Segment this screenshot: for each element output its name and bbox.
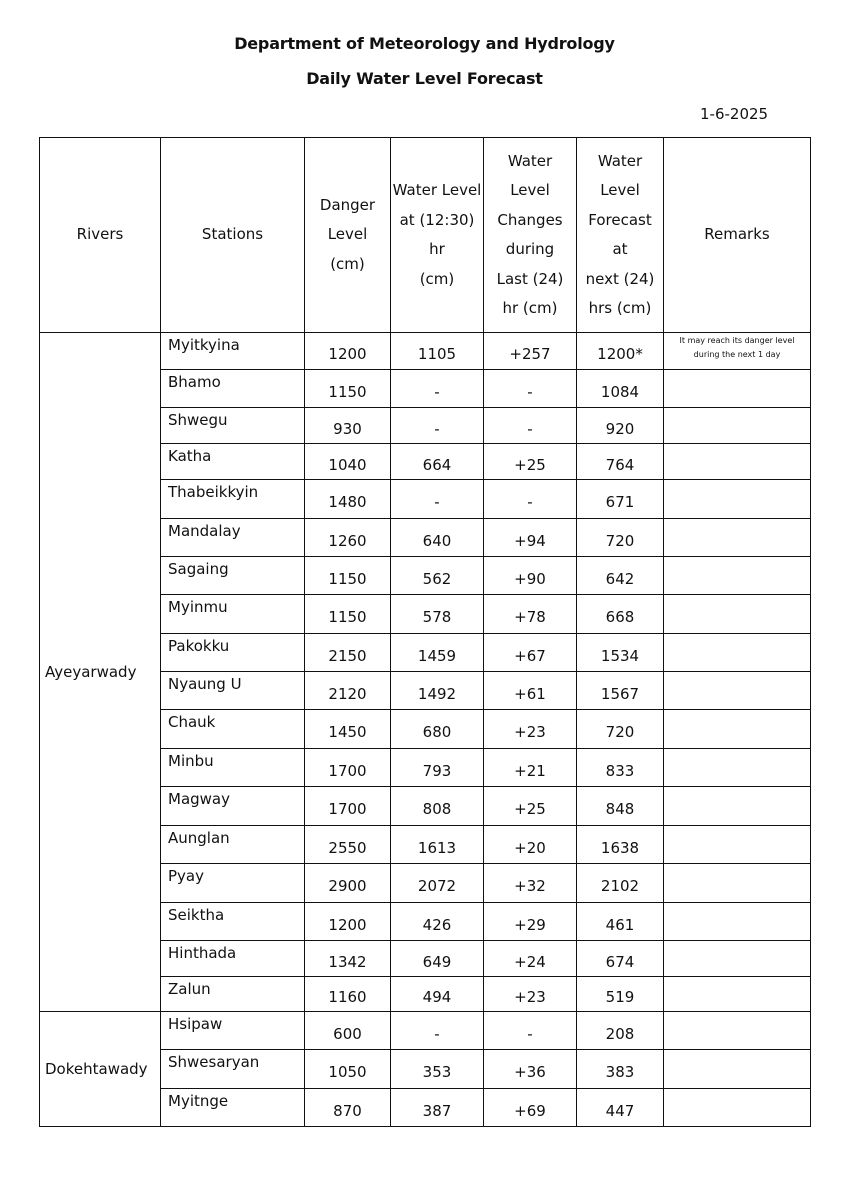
danger-level-cell: 2900 [305, 864, 391, 903]
water-level-cell: - [391, 370, 484, 408]
remark-line: during the next 1 day [693, 350, 781, 359]
header-line: Forecast [588, 210, 652, 229]
forecast-cell: 208 [577, 1012, 664, 1050]
forecast-cell: 383 [577, 1050, 664, 1089]
header-line: next (24) [585, 269, 655, 288]
danger-level-cell: 1200 [305, 333, 391, 370]
station-cell: Mandalay [161, 519, 305, 557]
level-change-cell: +90 [484, 557, 577, 595]
remark-line: It may reach its danger level [679, 336, 795, 345]
station-cell: Myinmu [161, 595, 305, 634]
level-change-cell: - [484, 370, 577, 408]
level-change-cell: +257 [484, 333, 577, 370]
forecast-cell: 671 [577, 480, 664, 519]
header-line: Water [597, 151, 643, 170]
remarks-cell [664, 977, 811, 1012]
water-level-cell: 494 [391, 977, 484, 1012]
water-level-cell: 353 [391, 1050, 484, 1089]
table-row [40, 1012, 811, 1050]
station-cell: Hinthada [161, 941, 305, 977]
remarks-cell [664, 480, 811, 519]
station-cell: Hsipaw [161, 1012, 305, 1050]
water-level-cell: 649 [391, 941, 484, 977]
col-header-forecast [577, 138, 664, 333]
table-header-row [40, 138, 811, 333]
forecast-cell: 833 [577, 749, 664, 787]
remarks-cell [664, 519, 811, 557]
level-change-cell: +32 [484, 864, 577, 903]
remarks-cell [664, 557, 811, 595]
remarks-cell [664, 903, 811, 941]
station-cell: Bhamo [161, 370, 305, 408]
station-cell: Chauk [161, 710, 305, 749]
level-change-cell: +94 [484, 519, 577, 557]
level-change-cell: +20 [484, 826, 577, 864]
station-cell: Magway [161, 787, 305, 826]
station-cell: Aunglan [161, 826, 305, 864]
level-change-cell: +78 [484, 595, 577, 634]
page-subtitle: Daily Water Level Forecast [306, 69, 543, 88]
water-level-cell: 1459 [391, 634, 484, 672]
level-change-cell: +21 [484, 749, 577, 787]
col-header-danger-level [305, 138, 391, 333]
water-level-cell: 640 [391, 519, 484, 557]
water-level-cell: 680 [391, 710, 484, 749]
remarks-cell [664, 787, 811, 826]
danger-level-cell: 1050 [305, 1050, 391, 1089]
danger-level-cell: 1700 [305, 749, 391, 787]
forecast-cell: 920 [577, 408, 664, 444]
station-cell: Pakokku [161, 634, 305, 672]
water-level-cell: 578 [391, 595, 484, 634]
danger-level-cell: 600 [305, 1012, 391, 1050]
header-line: at (12:30) hr [399, 210, 475, 258]
level-change-cell: +36 [484, 1050, 577, 1089]
water-level-cell: 808 [391, 787, 484, 826]
col-header-stations: Stations [161, 138, 305, 333]
level-change-cell: +29 [484, 903, 577, 941]
water-level-cell: 793 [391, 749, 484, 787]
header-line: (cm) [330, 254, 365, 273]
table-body [40, 333, 811, 1127]
remarks-cell [664, 826, 811, 864]
table-row [40, 333, 811, 370]
level-change-cell: - [484, 480, 577, 519]
danger-level-cell: 1200 [305, 903, 391, 941]
station-cell: Katha [161, 444, 305, 480]
forecast-cell: 720 [577, 710, 664, 749]
header-line: Water Level [392, 181, 482, 199]
remarks-cell [664, 672, 811, 710]
level-change-cell: +23 [484, 977, 577, 1012]
river-name-cell: Ayeyarwady [40, 333, 161, 1012]
header-line: Level [327, 225, 368, 244]
station-cell: Seiktha [161, 903, 305, 941]
station-cell: Shwesaryan [161, 1050, 305, 1089]
level-change-cell: +25 [484, 444, 577, 480]
water-level-cell: 1105 [391, 333, 484, 370]
col-header-water-level [391, 138, 484, 333]
col-header-rivers: Rivers [40, 138, 161, 333]
water-level-cell: - [391, 408, 484, 444]
header-line: Last (24) [496, 269, 564, 288]
forecast-cell: 447 [577, 1089, 664, 1127]
level-change-cell: +69 [484, 1089, 577, 1127]
forecast-cell: 1200* [577, 333, 664, 370]
river-name-cell: Dokehtawady [40, 1012, 161, 1127]
water-level-cell: 387 [391, 1089, 484, 1127]
station-cell: Thabeikkyin [161, 480, 305, 519]
header-line: during [505, 240, 555, 258]
station-cell: Nyaung U [161, 672, 305, 710]
header-line: Level [600, 181, 640, 199]
level-change-cell: +23 [484, 710, 577, 749]
station-cell: Minbu [161, 749, 305, 787]
danger-level-cell: 930 [305, 408, 391, 444]
danger-level-cell: 2150 [305, 634, 391, 672]
remarks-cell [664, 634, 811, 672]
remarks-cell [664, 749, 811, 787]
water-level-cell: 426 [391, 903, 484, 941]
remarks-cell [664, 710, 811, 749]
forecast-cell: 1638 [577, 826, 664, 864]
forecast-cell: 764 [577, 444, 664, 480]
danger-level-cell: 870 [305, 1089, 391, 1127]
forecast-cell: 720 [577, 519, 664, 557]
forecast-cell: 2102 [577, 864, 664, 903]
danger-level-cell: 1150 [305, 370, 391, 408]
danger-level-cell: 2550 [305, 826, 391, 864]
level-change-cell: - [484, 1012, 577, 1050]
forecast-cell: 848 [577, 787, 664, 826]
danger-level-cell: 1260 [305, 519, 391, 557]
forecast-cell: 1534 [577, 634, 664, 672]
station-cell: Sagaing [161, 557, 305, 595]
station-cell: Myitkyina [161, 333, 305, 370]
forecast-cell: 674 [577, 941, 664, 977]
col-header-remarks: Remarks [664, 138, 811, 333]
remarks-cell [664, 444, 811, 480]
remarks-cell [664, 864, 811, 903]
level-change-cell: +25 [484, 787, 577, 826]
level-change-cell: - [484, 408, 577, 444]
danger-level-cell: 1150 [305, 595, 391, 634]
station-cell: Zalun [161, 977, 305, 1012]
water-level-cell: - [391, 480, 484, 519]
header-line: hr (cm) [502, 299, 558, 317]
danger-level-cell: 1342 [305, 941, 391, 977]
water-level-table [39, 137, 811, 1127]
water-level-cell: 664 [391, 444, 484, 480]
water-level-cell: 1613 [391, 826, 484, 864]
level-change-cell: +24 [484, 941, 577, 977]
level-change-cell: +61 [484, 672, 577, 710]
danger-level-cell: 1480 [305, 480, 391, 519]
remarks-cell [664, 1050, 811, 1089]
forecast-cell: 1567 [577, 672, 664, 710]
remarks-cell [664, 408, 811, 444]
water-level-cell: 1492 [391, 672, 484, 710]
remarks-cell [664, 333, 811, 370]
forecast-cell: 642 [577, 557, 664, 595]
report-date: 1-6-2025 [700, 105, 769, 123]
level-change-cell: +67 [484, 634, 577, 672]
danger-level-cell: 1450 [305, 710, 391, 749]
remarks-cell [664, 370, 811, 408]
forecast-cell: 519 [577, 977, 664, 1012]
danger-level-cell: 1150 [305, 557, 391, 595]
water-level-cell: 2072 [391, 864, 484, 903]
header-line: hrs (cm) [588, 299, 652, 317]
water-level-cell: 562 [391, 557, 484, 595]
danger-level-cell: 1700 [305, 787, 391, 826]
header-line: Changes [497, 210, 563, 229]
danger-level-cell: 2120 [305, 672, 391, 710]
header-line: Level [510, 181, 550, 199]
col-header-level-changes [484, 138, 577, 333]
danger-level-cell: 1040 [305, 444, 391, 480]
danger-level-cell: 1160 [305, 977, 391, 1012]
remarks-cell [664, 1012, 811, 1050]
water-level-cell: - [391, 1012, 484, 1050]
station-cell: Shwegu [161, 408, 305, 444]
remarks-cell [664, 1089, 811, 1127]
forecast-cell: 461 [577, 903, 664, 941]
header-line: Water [507, 151, 553, 170]
remarks-cell [664, 941, 811, 977]
station-cell: Pyay [161, 864, 305, 903]
forecast-cell: 668 [577, 595, 664, 634]
station-cell: Myitnge [161, 1089, 305, 1127]
header-line: Danger [319, 195, 376, 214]
header-line: (cm) [419, 269, 455, 288]
page-title: Department of Meteorology and Hydrology [234, 34, 615, 53]
remarks-cell [664, 595, 811, 634]
forecast-cell: 1084 [577, 370, 664, 408]
header-line: at [612, 240, 628, 258]
